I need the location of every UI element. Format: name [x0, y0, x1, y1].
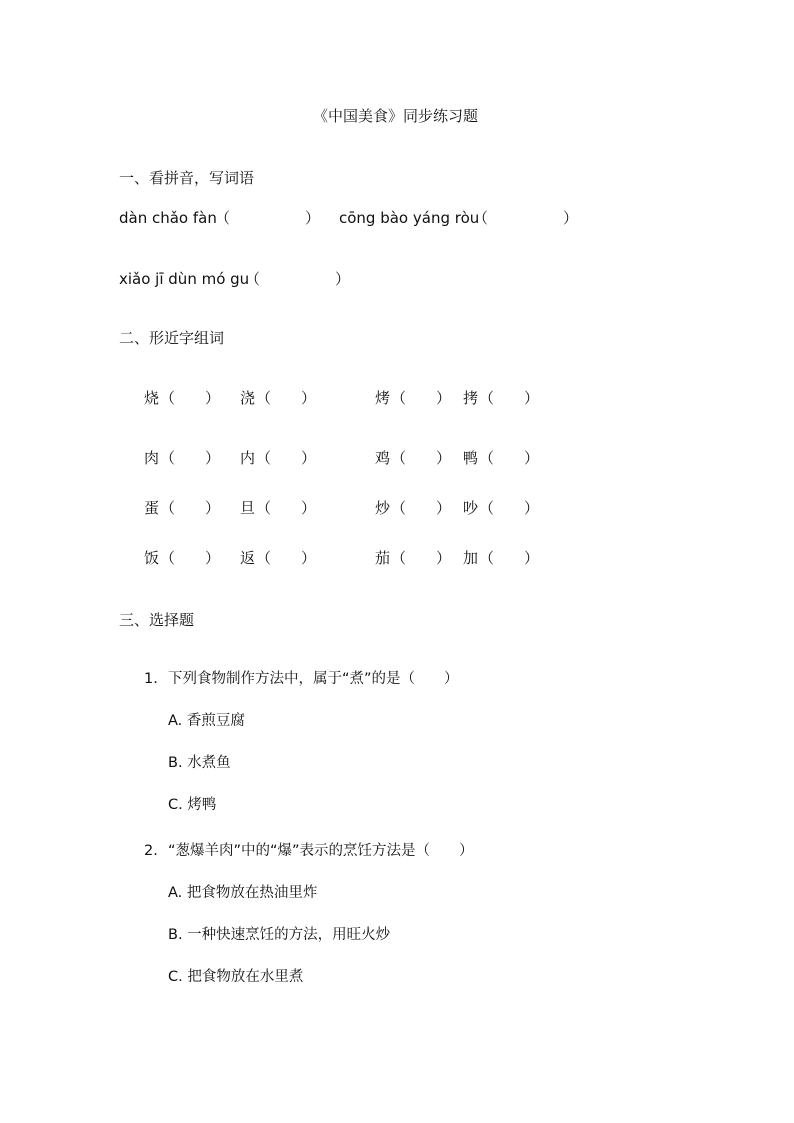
char-blank[interactable]: （ ）: [479, 499, 540, 517]
char-item: 吵: [463, 499, 479, 517]
section-2-heading: 二、形近字组词: [119, 329, 225, 347]
char-item: 肉: [144, 449, 160, 467]
char-blank[interactable]: （ ）: [160, 389, 221, 407]
char-blank[interactable]: （ ）: [256, 389, 317, 407]
question-1-option-a[interactable]: A. 香煎豆腐: [168, 713, 245, 729]
char-item: 拷: [463, 389, 479, 407]
char-item: 炒: [375, 499, 391, 517]
question-2-option-c[interactable]: C. 把食物放在水里煮: [168, 969, 304, 985]
pinyin-item-1: dàn chǎo fàn: [119, 209, 217, 227]
char-item: 鸡: [375, 449, 391, 467]
answer-blank-3[interactable]: （ ）: [245, 270, 351, 288]
answer-blank-1[interactable]: （ ）: [215, 209, 321, 227]
question-2-option-a[interactable]: A. 把食物放在热油里炸: [168, 885, 318, 901]
char-blank[interactable]: （ ）: [160, 449, 221, 467]
char-blank[interactable]: （ ）: [160, 499, 221, 517]
section-3-heading: 三、选择题: [119, 611, 195, 629]
char-blank[interactable]: （ ）: [391, 389, 452, 407]
page-title: 《中国美食》同步练习题: [313, 107, 479, 125]
char-item: 加: [463, 549, 479, 567]
question-1-number: 1.: [144, 671, 158, 687]
char-blank[interactable]: （ ）: [479, 449, 540, 467]
question-1-option-b[interactable]: B. 水煮鱼: [168, 755, 231, 771]
char-item: 内: [240, 449, 256, 467]
char-blank[interactable]: （ ）: [479, 549, 540, 567]
char-blank[interactable]: （ ）: [391, 549, 452, 567]
char-item: 烧: [144, 389, 160, 407]
question-2-text: “葱爆羊肉”中的“爆”表示的烹饪方法是（ ）: [168, 843, 474, 859]
answer-blank-2[interactable]: （ ）: [473, 209, 579, 227]
char-item: 茄: [375, 549, 391, 567]
char-item: 饭: [144, 549, 160, 567]
char-item: 返: [240, 549, 256, 567]
char-item: 鸭: [463, 449, 479, 467]
char-blank[interactable]: （ ）: [256, 549, 317, 567]
question-2-number: 2.: [144, 843, 158, 859]
pinyin-item-3: xiǎo jī dùn mó gu: [119, 270, 250, 288]
pinyin-item-2: cōng bào yáng ròu: [339, 209, 480, 227]
question-1-text: 下列食物制作方法中，属于“煮”的是（ ）: [168, 671, 459, 687]
char-blank[interactable]: （ ）: [256, 449, 317, 467]
char-item: 蛋: [144, 499, 160, 517]
char-blank[interactable]: （ ）: [479, 389, 540, 407]
char-blank[interactable]: （ ）: [391, 449, 452, 467]
question-2-option-b[interactable]: B. 一种快速烹饪的方法，用旺火炒: [168, 927, 391, 943]
char-item: 旦: [240, 499, 256, 517]
char-item: 烤: [375, 389, 391, 407]
char-blank[interactable]: （ ）: [391, 499, 452, 517]
char-item: 浇: [240, 389, 256, 407]
char-blank[interactable]: （ ）: [256, 499, 317, 517]
question-1-option-c[interactable]: C. 烤鸭: [168, 797, 217, 813]
char-blank[interactable]: （ ）: [160, 549, 221, 567]
section-1-heading: 一、看拼音，写词语: [119, 169, 255, 187]
